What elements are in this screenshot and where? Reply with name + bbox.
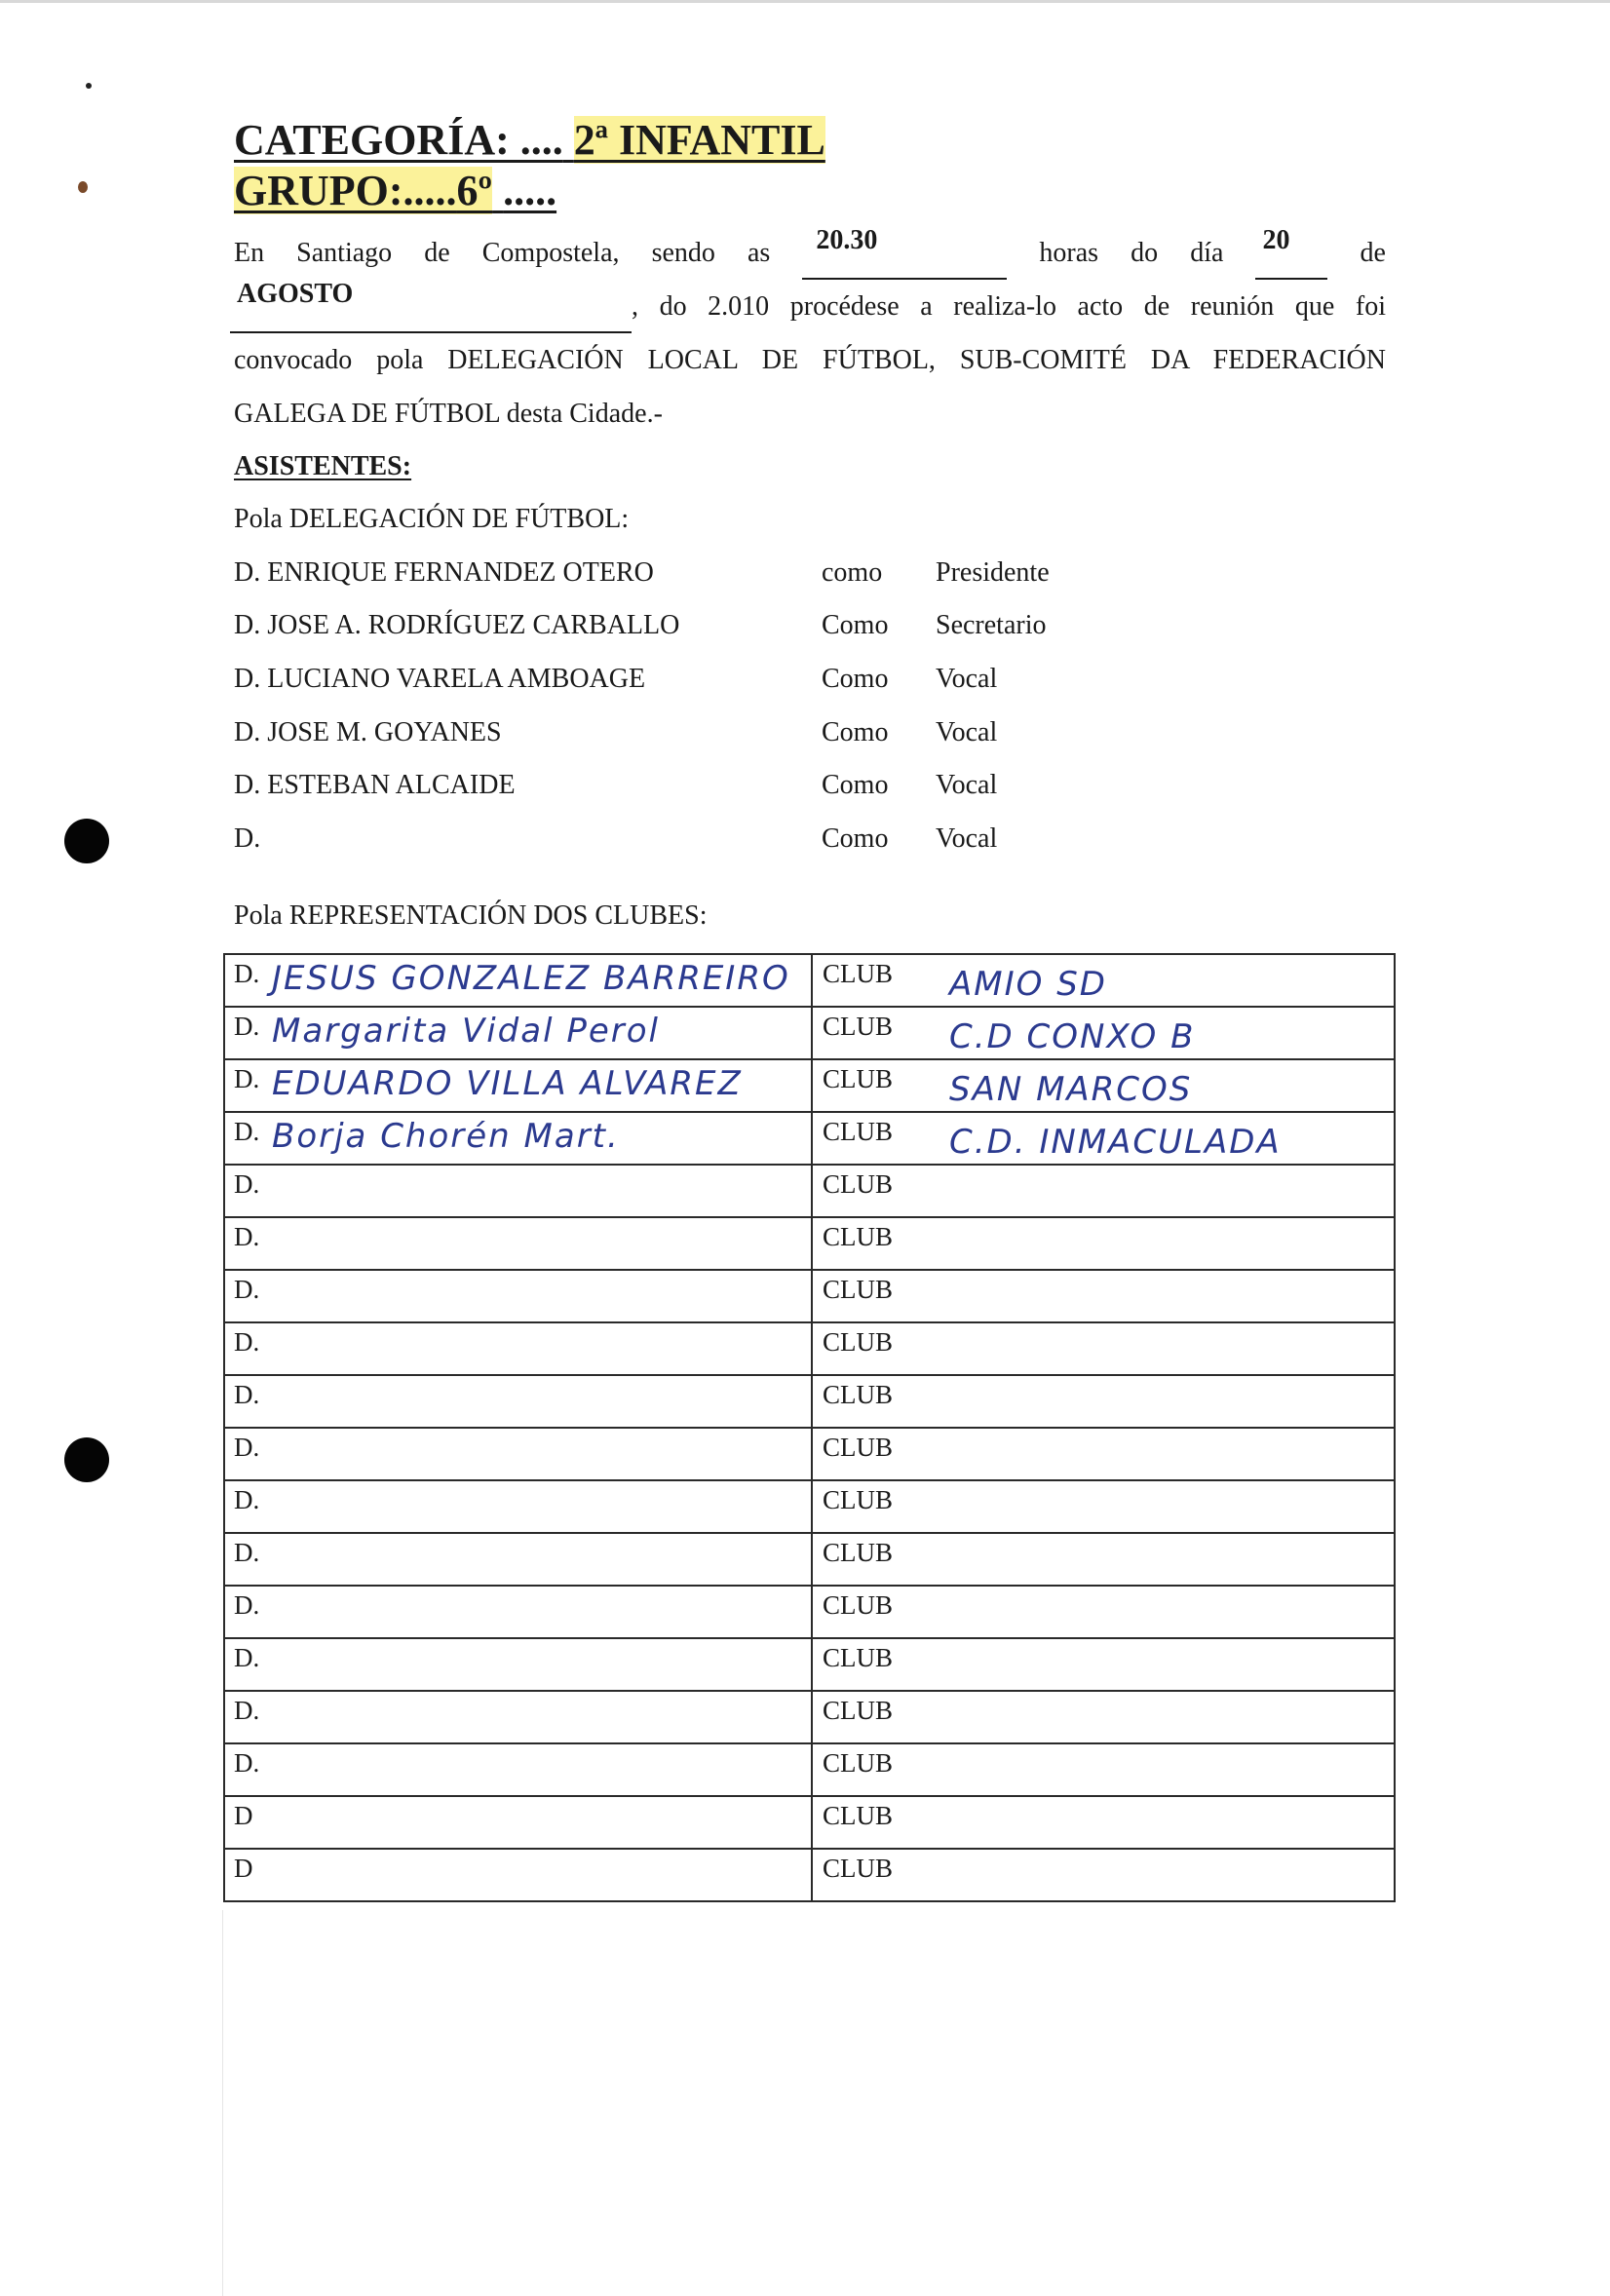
intro-line-3 (234, 333, 1386, 387)
representative-prefix: D. (234, 1538, 260, 1567)
grupo-label-text: GRUPO:..... (234, 167, 457, 214)
day-value: 20 (1262, 225, 1290, 255)
delegacion-label: Pola DELEGACIÓN DE FÚTBOL: (234, 504, 630, 534)
club-row (224, 1796, 1395, 1849)
club-prefix: CLUB (823, 1380, 894, 1409)
intro-word: En (234, 238, 265, 268)
club-row (224, 1691, 1395, 1743)
representative-cell (224, 1217, 812, 1270)
intro-line-2 (234, 280, 1386, 333)
month-value: AGOSTO (237, 279, 354, 309)
member-como: como (822, 557, 883, 588)
intro-word: Santiago (296, 238, 393, 268)
club-cell (812, 1743, 1395, 1796)
punch-mark (78, 181, 88, 193)
club-cell (812, 954, 1395, 1007)
club-prefix: CLUB (823, 1643, 894, 1672)
club-cell (812, 1533, 1395, 1586)
club-row (224, 1165, 1395, 1217)
punch-hole-lower (64, 1437, 109, 1482)
club-cell (812, 1375, 1395, 1428)
representative-cell (224, 1796, 812, 1849)
club-cell (812, 1217, 1395, 1270)
member-como: Como (822, 770, 889, 800)
representative-prefix: D. (234, 1380, 260, 1409)
representative-prefix: D (234, 1801, 253, 1830)
categoria-label: CATEGORÍA: .... (234, 116, 563, 164)
club-cell (812, 1480, 1395, 1533)
intro-word: sendo (651, 238, 715, 268)
club-prefix: CLUB (823, 1696, 894, 1725)
club-prefix: CLUB (823, 1801, 894, 1830)
asistentes-title: ASISTENTES: (234, 451, 412, 481)
intro-paragraph (234, 226, 1386, 440)
representative-prefix: D. (234, 1117, 260, 1146)
intro-word: horas (1039, 238, 1099, 268)
representative-prefix: D. (234, 959, 260, 988)
representative-cell (224, 1638, 812, 1691)
member-row (234, 717, 1111, 756)
club-row (224, 1375, 1395, 1428)
hour-field (802, 226, 1007, 280)
representative-cell (224, 954, 812, 1007)
intro-line-4-text: GALEGA DE FÚTBOL desta Cidade.- (234, 399, 663, 429)
member-como: Como (822, 823, 889, 854)
clubs-table-body (224, 954, 1395, 1901)
representative-prefix: D. (234, 1643, 260, 1672)
intro-word: de (424, 238, 450, 268)
club-row (224, 1112, 1395, 1165)
club-cell (812, 1849, 1395, 1901)
representative-prefix: D. (234, 1275, 260, 1304)
member-como: Como (822, 664, 889, 694)
club-prefix: CLUB (823, 1169, 894, 1199)
representative-cell (224, 1743, 812, 1796)
representative-prefix: D. (234, 1485, 260, 1514)
representative-name-handwritten: EDUARDO VILLA ALVAREZ (272, 1064, 743, 1103)
speck-mark (86, 83, 92, 89)
member-role: Secretario (936, 610, 1047, 640)
representative-cell (224, 1007, 812, 1059)
club-prefix: CLUB (823, 1854, 894, 1883)
representative-cell (224, 1428, 812, 1480)
representative-name-handwritten: Borja Chorén Mart. (272, 1117, 620, 1156)
clubs-table (223, 953, 1396, 1902)
club-row (224, 1638, 1395, 1691)
intro-word: do (1131, 238, 1159, 268)
club-cell (812, 1007, 1395, 1059)
representative-prefix: D. (234, 1064, 260, 1093)
grupo-label (234, 167, 492, 214)
punch-hole-upper (64, 819, 109, 863)
representative-cell (224, 1586, 812, 1638)
club-prefix: CLUB (823, 1433, 894, 1462)
representative-cell (224, 1533, 812, 1586)
day-field (1255, 226, 1327, 280)
club-prefix: CLUB (823, 959, 894, 988)
grupo-suffix: ..... (503, 167, 557, 214)
grupo-heading (234, 166, 556, 215)
club-row (224, 1743, 1395, 1796)
member-role: Vocal (936, 664, 998, 694)
club-cell (812, 1165, 1395, 1217)
representative-cell (224, 1270, 812, 1322)
intro-word: as (747, 238, 771, 268)
club-row (224, 1586, 1395, 1638)
grupo-value: 6º (456, 167, 493, 214)
club-cell (812, 1059, 1395, 1112)
club-prefix: CLUB (823, 1275, 894, 1304)
club-row (224, 1480, 1395, 1533)
intro-line-2-rest: , do 2.010 procédese a realiza-lo acto de reunión que foi (632, 291, 1386, 322)
club-cell (812, 1270, 1395, 1322)
representative-cell (224, 1849, 812, 1901)
clubes-label: Pola REPRESENTACIÓN DOS CLUBES: (234, 900, 708, 931)
member-row (234, 770, 1111, 809)
club-name-handwritten: C.D CONXO B (949, 1017, 1196, 1056)
club-row (224, 954, 1395, 1007)
intro-line-4 (234, 387, 1386, 440)
representative-cell (224, 1322, 812, 1375)
club-cell (812, 1796, 1395, 1849)
member-row (234, 823, 1111, 862)
representative-prefix: D. (234, 1327, 260, 1357)
member-row (234, 557, 1111, 596)
club-cell (812, 1638, 1395, 1691)
club-prefix: CLUB (823, 1590, 894, 1620)
categoria-heading (234, 115, 825, 165)
intro-word: Compostela, (481, 238, 620, 268)
representative-prefix: D (234, 1854, 253, 1883)
club-cell (812, 1691, 1395, 1743)
intro-word: de (1360, 238, 1386, 268)
intro-line-3-text: convocado pola DELEGACIÓN LOCAL DE FÚTBOL, SUB-COMITÉ DA FEDERACIÓN (234, 345, 1386, 375)
club-row (224, 1849, 1395, 1901)
representative-prefix: D. (234, 1222, 260, 1251)
member-role: Vocal (936, 717, 998, 747)
club-row (224, 1533, 1395, 1586)
member-name: D. (234, 823, 261, 854)
club-row (224, 1428, 1395, 1480)
member-role: Presidente (936, 557, 1050, 588)
representative-prefix: D. (234, 1748, 260, 1778)
club-cell (812, 1428, 1395, 1480)
representative-prefix: D. (234, 1433, 260, 1462)
representative-name-handwritten: JESUS GONZALEZ BARREIRO (272, 959, 790, 998)
club-prefix: CLUB (823, 1485, 894, 1514)
member-row (234, 610, 1111, 649)
member-name: D. JOSE A. RODRÍGUEZ CARBALLO (234, 610, 680, 640)
intro-word: día (1190, 238, 1224, 268)
member-name: D. ESTEBAN ALCAIDE (234, 770, 516, 800)
club-name-handwritten: C.D. INMACULADA (949, 1123, 1282, 1162)
club-prefix: CLUB (823, 1012, 894, 1041)
club-row (224, 1059, 1395, 1112)
club-prefix: CLUB (823, 1117, 894, 1146)
top-edge-line (0, 0, 1610, 3)
representative-prefix: D. (234, 1012, 260, 1041)
club-row (224, 1007, 1395, 1059)
club-row (224, 1322, 1395, 1375)
club-prefix: CLUB (823, 1222, 894, 1251)
club-prefix: CLUB (823, 1064, 894, 1093)
representative-cell (224, 1375, 812, 1428)
representative-prefix: D. (234, 1696, 260, 1725)
intro-line-1 (234, 226, 1386, 280)
member-como: Como (822, 610, 889, 640)
representative-name-handwritten: Margarita Vidal Perol (272, 1012, 660, 1051)
club-row (224, 1270, 1395, 1322)
representative-cell (224, 1480, 812, 1533)
club-cell (812, 1112, 1395, 1165)
representative-prefix: D. (234, 1169, 260, 1199)
club-cell (812, 1322, 1395, 1375)
club-name-handwritten: AMIO SD (949, 965, 1107, 1004)
representative-cell (224, 1112, 812, 1165)
representative-cell (224, 1059, 812, 1112)
month-field (230, 280, 632, 333)
representative-prefix: D. (234, 1590, 260, 1620)
member-name: D. ENRIQUE FERNANDEZ OTERO (234, 557, 654, 588)
club-name-handwritten: SAN MARCOS (949, 1070, 1193, 1109)
member-name: D. LUCIANO VARELA AMBOAGE (234, 664, 646, 694)
member-role: Vocal (936, 770, 998, 800)
member-como: Como (822, 717, 889, 747)
club-prefix: CLUB (823, 1538, 894, 1567)
club-cell (812, 1586, 1395, 1638)
member-row (234, 664, 1111, 703)
left-margin-line (222, 1910, 223, 2296)
club-prefix: CLUB (823, 1327, 894, 1357)
representative-cell (224, 1691, 812, 1743)
representative-cell (224, 1165, 812, 1217)
member-role: Vocal (936, 823, 998, 854)
categoria-value: 2ª INFANTIL (573, 116, 825, 164)
hour-value: 20.30 (816, 225, 878, 255)
club-prefix: CLUB (823, 1748, 894, 1778)
club-row (224, 1217, 1395, 1270)
member-name: D. JOSE M. GOYANES (234, 717, 502, 747)
